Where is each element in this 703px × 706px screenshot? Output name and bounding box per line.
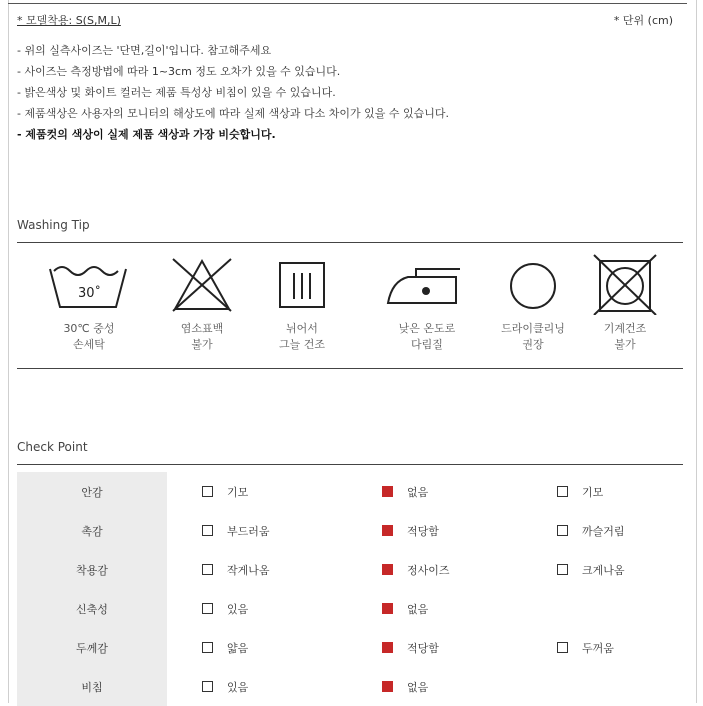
wash-label: 권장 <box>522 338 544 351</box>
check-point-rule <box>17 464 683 465</box>
wash-item <box>247 253 357 353</box>
option-label: 작게나옴 <box>227 563 270 577</box>
option-label: 없음 <box>407 680 429 694</box>
checkbox <box>557 564 568 575</box>
wash-item <box>34 253 144 353</box>
checkbox <box>202 486 213 497</box>
check-row-label: 착용감 <box>17 550 167 589</box>
model-size-info: * 모델착용: S(S,M,L) <box>17 14 121 27</box>
option-label: 정사이즈 <box>407 563 450 577</box>
check-row-label: 두께감 <box>17 628 167 667</box>
wash-label: 뉘어서 <box>286 322 318 335</box>
no-tumble-dry-icon <box>590 253 660 315</box>
check-option <box>557 472 603 511</box>
checkbox <box>202 564 213 575</box>
option-label: 까슬거림 <box>582 524 625 538</box>
checkbox-checked <box>382 681 393 692</box>
wash-label: 염소표백 <box>180 322 224 335</box>
note-line-bold: - 제품컷의 색상이 실제 제품 색상과 가장 비슷합니다. <box>17 128 276 141</box>
checkbox-checked <box>382 564 393 575</box>
check-row-label: 비침 <box>17 667 167 706</box>
wash-label: 30℃ 중성 <box>63 322 115 335</box>
check-row <box>17 628 683 667</box>
option-label: 부드러움 <box>227 524 270 538</box>
wash-label: 손세탁 <box>73 338 105 351</box>
check-option <box>202 511 270 550</box>
check-row-label: 안감 <box>17 472 167 511</box>
note-line: - 제품색상은 사용자의 모니터의 해상도에 따라 실제 색상과 다소 차이가 있을 수 있습니다. <box>17 107 449 120</box>
washing-bottom-rule <box>17 368 683 369</box>
check-option <box>382 472 428 511</box>
checkbox <box>557 525 568 536</box>
option-label: 두꺼움 <box>582 641 614 655</box>
option-label: 있음 <box>227 680 249 694</box>
check-row <box>17 511 683 550</box>
wash-label: 낮은 온도로 <box>398 322 456 335</box>
no-bleach-icon <box>167 253 237 315</box>
wash-30-icon <box>44 253 134 315</box>
check-option <box>202 550 270 589</box>
option-label: 없음 <box>407 485 429 499</box>
top-divider <box>8 3 687 4</box>
checkbox <box>557 486 568 497</box>
checkbox-checked <box>382 525 393 536</box>
option-label: 적당함 <box>407 524 439 538</box>
checkbox-checked <box>382 603 393 614</box>
check-option <box>202 589 248 628</box>
checkbox <box>202 681 213 692</box>
dry-clean-icon <box>503 253 563 315</box>
note-line: - 사이즈는 측정방법에 따라 1~3cm 정도 오차가 있을 수 있습니다. <box>17 65 341 78</box>
check-option <box>382 550 450 589</box>
option-label: 기모 <box>227 485 249 499</box>
washing-top-rule <box>17 242 683 243</box>
washing-tip-title: Washing Tip <box>17 218 90 232</box>
svg-text:30˚: 30˚ <box>78 286 102 301</box>
check-row-label: 촉감 <box>17 511 167 550</box>
unit-label: * 단위 (cm) <box>613 14 673 27</box>
option-label: 크게나옴 <box>582 563 625 577</box>
check-option <box>202 667 248 706</box>
checkbox-checked <box>382 642 393 653</box>
note-line: - 위의 실측사이즈는 '단면,길이'입니다. 참고해주세요 <box>17 44 272 57</box>
check-option <box>382 589 428 628</box>
option-label: 없음 <box>407 602 429 616</box>
checkbox <box>202 642 213 653</box>
checkbox <box>202 525 213 536</box>
wash-item <box>372 253 482 353</box>
wash-label: 불가 <box>191 338 213 351</box>
check-option <box>382 667 428 706</box>
checkbox <box>557 642 568 653</box>
check-option <box>202 472 248 511</box>
wash-label: 그늘 건조 <box>278 338 325 351</box>
wash-label: 다림질 <box>411 338 443 351</box>
line-dry-shade-icon <box>272 253 332 315</box>
check-option <box>557 511 625 550</box>
check-row <box>17 472 683 511</box>
washing-icons <box>17 253 683 363</box>
wash-label: 불가 <box>614 338 636 351</box>
check-row <box>17 550 683 589</box>
check-option <box>557 628 614 667</box>
option-label: 기모 <box>582 485 604 499</box>
check-option <box>382 511 439 550</box>
option-label: 적당함 <box>407 641 439 655</box>
size-notes <box>17 40 449 145</box>
check-row-label: 신축성 <box>17 589 167 628</box>
check-option <box>557 550 625 589</box>
note-line: - 밝은색상 및 화이트 컬러는 제품 특성상 비침이 있을 수 있습니다. <box>17 86 336 99</box>
wash-item <box>570 253 680 353</box>
check-point-table <box>17 472 683 706</box>
wash-label: 드라이클리닝 <box>501 322 565 335</box>
check-option <box>202 628 248 667</box>
checkbox <box>202 603 213 614</box>
option-label: 있음 <box>227 602 249 616</box>
checkbox-checked <box>382 486 393 497</box>
iron-low-icon <box>382 253 472 315</box>
check-row <box>17 589 683 628</box>
wash-label: 기계건조 <box>603 322 647 335</box>
check-row <box>17 667 683 706</box>
option-label: 얇음 <box>227 641 249 655</box>
check-option <box>382 628 439 667</box>
wash-item <box>147 253 257 353</box>
check-point-title: Check Point <box>17 440 88 454</box>
